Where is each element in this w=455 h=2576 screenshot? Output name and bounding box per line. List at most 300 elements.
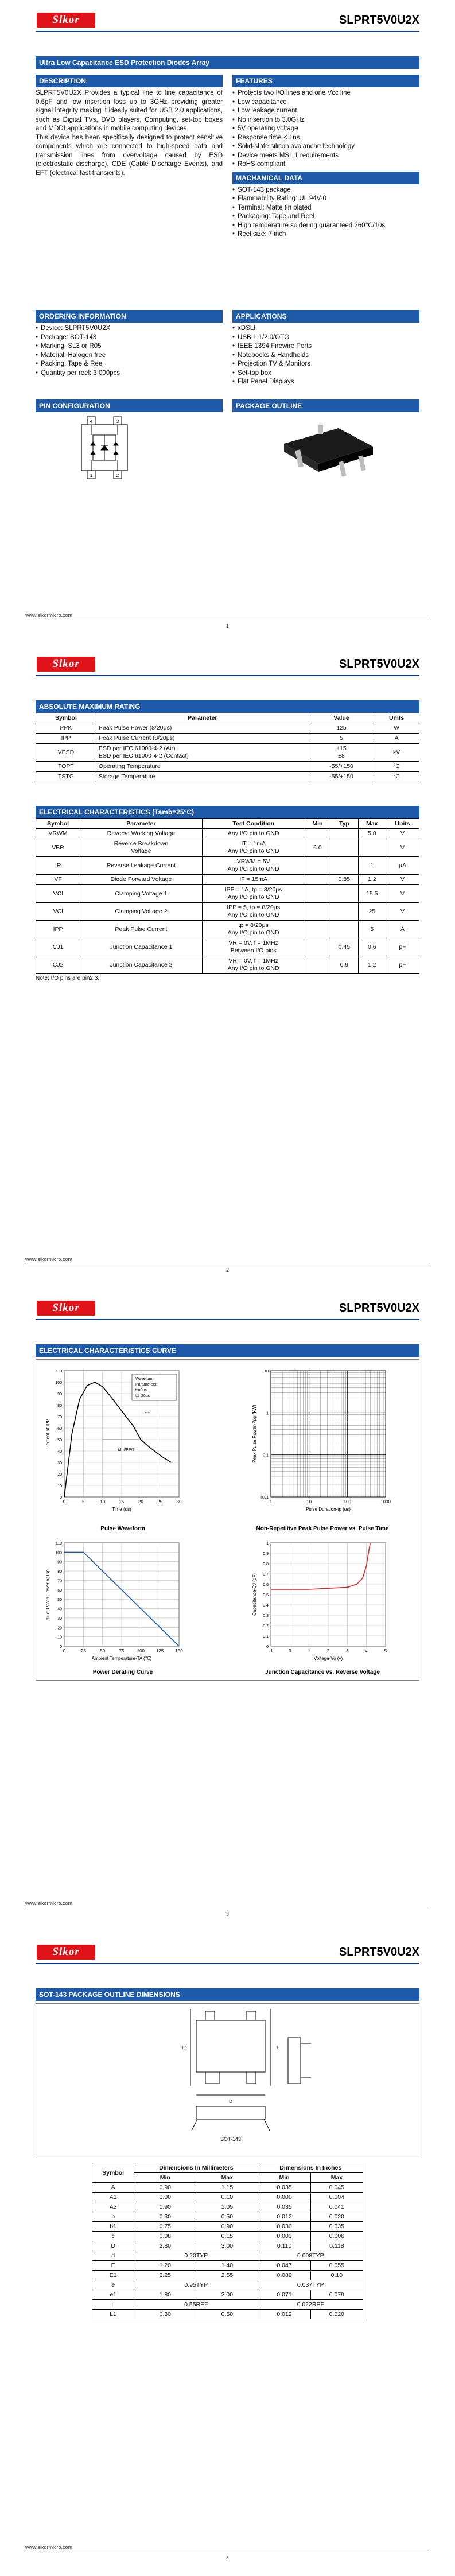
c3-caption: Power Derating Curve [92, 1669, 153, 1675]
table-cell: 2.55 [196, 2271, 258, 2280]
table-cell: V [386, 829, 419, 839]
curves-heading: ELECTRICAL CHARACTERISTICS CURVE [36, 1344, 419, 1357]
table-note: Note: I/O pins are pin2,3. [36, 975, 100, 981]
table-cell: 0.045 [310, 2183, 363, 2193]
dim-row [92, 2222, 363, 2232]
dim-row [92, 2251, 363, 2261]
pin-label-1: 1 [90, 473, 93, 478]
table-cell: A2 [92, 2202, 134, 2212]
dim-row [92, 2183, 363, 2193]
table-cell: CJ1 [36, 938, 80, 956]
abs-max-section [36, 700, 419, 782]
ordering-list [36, 324, 223, 378]
table-cell: 0.85 [330, 875, 358, 885]
table-cell: 0.055 [310, 2261, 363, 2271]
table-cell: 0.012 [258, 2212, 310, 2222]
x-tick-label: 5 [82, 1499, 85, 1504]
package-outline-section [232, 399, 419, 488]
elec-header-cell: Min [305, 819, 330, 829]
description-paragraph-2: This device has been specifically designed to protect sensitive components which are connected to high-speed data and transmission lines from overvoltage caused by ESD (electrostatic discharge), CDE (Cable Discharge Events), and EFT (electrical fast transients). [36, 134, 223, 177]
table-cell: CJ2 [36, 956, 80, 974]
application-item: • IEEE 1394 Firewire Ports [232, 342, 419, 351]
table-cell: 15.5 [358, 885, 386, 903]
x-axis-label: Time (us) [112, 1507, 131, 1512]
elec-header-cell: Parameter [80, 819, 203, 829]
table-cell: IF = 15mA [202, 875, 305, 885]
table-cell: 0.30 [134, 2310, 196, 2319]
y-tick-label: 70 [57, 1415, 62, 1419]
page-number: 3 [225, 1911, 229, 1917]
y-tick-label: 0.7 [263, 1573, 269, 1577]
table-cell: 0.047 [258, 2261, 310, 2271]
y-axis-label: Peak Pulse Power-Ppp (kW) [252, 1405, 257, 1463]
brand-logo: Slkor [37, 1945, 95, 1960]
features-list [232, 89, 419, 169]
package-outline-heading: PACKAGE OUTLINE [232, 399, 419, 412]
y-tick-label: 100 [55, 1551, 62, 1555]
dim-row [92, 2310, 363, 2319]
header-rule [36, 675, 419, 676]
table-cell: 1 [358, 857, 386, 875]
table-cell: V [386, 839, 419, 857]
table-cell: Peak Pulse Power (8/20μs) [96, 723, 309, 734]
part-number-title: SLPRT5V0U2X [339, 14, 419, 26]
table-cell: Junction Capacitance 1 [80, 938, 203, 956]
table-cell: A1 [92, 2193, 134, 2202]
table-cell: D [92, 2241, 134, 2251]
table-cell: TOPT [36, 762, 96, 772]
table-cell: Storage Temperature [96, 772, 309, 782]
table-cell [305, 885, 330, 903]
ordering-item: • Package: SOT-143 [36, 333, 223, 343]
table-cell: VRWM [36, 829, 80, 839]
table-cell: e [92, 2280, 134, 2290]
table-cell: IPP = 1A, tp = 8/20μs Any I/O pin to GND [202, 885, 305, 903]
elec-header-cell: Test Condition [202, 819, 305, 829]
abs-row [36, 723, 419, 734]
outline-section [36, 1988, 419, 2001]
table-cell: 0.90 [134, 2183, 196, 2193]
x-tick-label: 1 [308, 1648, 310, 1654]
table-cell: -55/+150 [309, 762, 374, 772]
table-cell: 1.05 [196, 2202, 258, 2212]
x-tick-label: 75 [119, 1648, 125, 1654]
table-cell: 0.022REF [258, 2300, 363, 2310]
characteristic-curves [36, 1359, 419, 1681]
applications-list [232, 324, 419, 387]
elec-header-cell: Max [358, 819, 386, 829]
table-cell: W [374, 723, 419, 734]
dim-row [92, 2241, 363, 2251]
dim-row [92, 2193, 363, 2202]
dimensions-table [92, 2163, 363, 2319]
table-cell: ±15 ±8 [309, 744, 374, 762]
page-3 [0, 1288, 455, 1932]
table-cell: kV [374, 744, 419, 762]
mechanical-list [232, 186, 419, 239]
abs-row [36, 734, 419, 744]
electrical-heading: ELECTRICAL CHARACTERISTICS (Tamb=25°C) [36, 806, 419, 818]
table-cell: 2.00 [196, 2290, 258, 2300]
features-heading: FEATURES [232, 75, 419, 87]
curves-section [36, 1344, 419, 1357]
table-cell: °C [374, 762, 419, 772]
y-tick-label: 60 [57, 1588, 62, 1593]
table-cell: 0.035 [258, 2202, 310, 2212]
ordering-heading: ORDERING INFORMATION [36, 310, 223, 323]
y-tick-label: 0.8 [263, 1562, 269, 1566]
table-cell: 0.041 [310, 2202, 363, 2212]
y-tick-label: 0.5 [263, 1593, 269, 1597]
y-axis-label: Percent of IPP [45, 1419, 50, 1449]
x-tick-label: 50 [100, 1648, 106, 1654]
description-section [36, 75, 223, 178]
table-cell [358, 839, 386, 857]
table-cell [305, 956, 330, 974]
feature-item: • Low leakage current [232, 107, 419, 116]
y-tick-label: 0.9 [263, 1552, 269, 1556]
feature-item: • Low capacitance [232, 98, 419, 107]
mechanical-item: • Packaging: Tape and Reel [232, 212, 419, 222]
y-tick-label: 0.6 [263, 1583, 269, 1587]
table-cell [330, 885, 358, 903]
table-cell: TSTG [36, 772, 96, 782]
table-cell: 5.0 [358, 829, 386, 839]
y-tick-label: 60 [57, 1427, 62, 1431]
table-cell: 0.10 [196, 2193, 258, 2202]
y-tick-label: 1 [266, 1542, 269, 1546]
table-cell: 0.071 [258, 2290, 310, 2300]
pin-label-4: 4 [90, 419, 93, 424]
table-cell: tp = 8/20μs Any I/O pin to GND [202, 921, 305, 938]
elec-row [36, 938, 419, 956]
table-cell: 0.079 [310, 2290, 363, 2300]
legend-entry: td=20us [135, 1394, 150, 1398]
abs-header-cell: Parameter [96, 713, 309, 723]
y-tick-label: 0.1 [263, 1453, 269, 1458]
table-cell: V [386, 885, 419, 903]
table-cell [305, 921, 330, 938]
mechanical-heading: MACHANICAL DATA [232, 172, 419, 184]
dim-row [92, 2212, 363, 2222]
dim-row [92, 2202, 363, 2212]
table-cell: 0.004 [310, 2193, 363, 2202]
footer-url[interactable]: www.slkormicro.com [25, 612, 73, 618]
table-cell: 0.089 [258, 2271, 310, 2280]
x-tick-label: 25 [157, 1499, 163, 1504]
table-cell: b1 [92, 2222, 134, 2232]
mechanical-item: • Terminal: Matte tin plated [232, 204, 419, 213]
elec-row [36, 829, 419, 839]
x-tick-label: 100 [137, 1648, 145, 1654]
x-tick-label: 10 [306, 1499, 312, 1504]
application-item: • USB 1.1/2.0/OTG [232, 333, 419, 343]
page-2 [0, 644, 455, 1288]
x-tick-label: -1 [269, 1648, 273, 1654]
y-tick-label: 20 [57, 1626, 62, 1631]
application-item: • Set-top box [232, 369, 419, 378]
c1-legend [132, 1374, 177, 1400]
brand-logo: Slkor [37, 1301, 95, 1316]
electrical-table [36, 818, 419, 974]
y-tick-label: 50 [57, 1438, 62, 1442]
pin-config-diagram [36, 412, 223, 481]
table-cell: VRWM = 5V Any I/O pin to GND [202, 857, 305, 875]
y-tick-label: 10 [264, 1370, 269, 1374]
table-cell [305, 875, 330, 885]
features-section [232, 75, 419, 239]
table-cell: 0.035 [258, 2183, 310, 2193]
table-cell: 0.000 [258, 2193, 310, 2202]
header-rule [36, 1963, 419, 1964]
table-cell: V [386, 875, 419, 885]
table-cell: Any I/O pin to GND [202, 829, 305, 839]
mechanical-item: • High temperature soldering guaranteed:260℃/10s [232, 222, 419, 231]
y-tick-label: 90 [57, 1560, 62, 1565]
table-cell: 0.15 [196, 2232, 258, 2241]
table-cell: 0.008TYP [258, 2251, 363, 2261]
y-tick-label: 0 [60, 1496, 62, 1500]
table-cell: 125 [309, 723, 374, 734]
y-tick-label: 10 [57, 1635, 62, 1640]
x-tick-label: 3 [346, 1648, 349, 1654]
elec-header-cell: Symbol [36, 819, 80, 829]
table-cell: pF [386, 938, 419, 956]
applications-section [232, 310, 419, 387]
feature-item: • Device meets MSL 1 requirements [232, 152, 419, 161]
footer-url[interactable]: www.slkormicro.com [25, 1900, 73, 1906]
y-tick-label: 10 [57, 1484, 62, 1488]
y-tick-label: 0.1 [263, 1635, 269, 1639]
abs-row [36, 772, 419, 782]
feature-item: • 5V operating voltage [232, 125, 419, 134]
pin-label-3: 3 [116, 419, 119, 424]
application-item: • xDSLI [232, 324, 419, 333]
table-cell: L [92, 2300, 134, 2310]
c1-caption: Pulse Waveform [100, 1526, 145, 1532]
x-tick-label: 15 [119, 1499, 125, 1504]
table-cell: pF [386, 956, 419, 974]
part-number-title: SLPRT5V0U2X [339, 658, 419, 670]
table-cell: 0.55REF [134, 2300, 258, 2310]
table-cell: 2.80 [134, 2241, 196, 2251]
svg-text:E1: E1 [182, 2045, 188, 2050]
description-paragraph-1: SLPRT5V0U2X Provides a typical line to line capacitance of 0.6pF and low insertion loss up to 3GHz providing greater signal integrity making it ideally suited for USB 2.0 applications, such as Digital TVs, DVD players, Computing, set-top boxes and MDDI applications in mobile computing devices. [36, 90, 223, 132]
table-cell: E1 [92, 2271, 134, 2280]
feature-item: • No insertion to 3.0GHz [232, 116, 419, 125]
x-tick-label: 25 [80, 1648, 86, 1654]
table-cell: 0.037TYP [258, 2280, 363, 2290]
page-1 [0, 0, 455, 644]
mechanical-item: • Flammability Rating: UL 94V-0 [232, 195, 419, 204]
footer-url[interactable]: www.slkormicro.com [25, 2544, 73, 2550]
elec-row [36, 921, 419, 938]
dim-row [92, 2280, 363, 2290]
table-cell: VF [36, 875, 80, 885]
elec-row [36, 875, 419, 885]
plot-area [271, 1371, 386, 1497]
table-cell: 0.20TYP [134, 2251, 258, 2261]
y-tick-label: 110 [55, 1370, 62, 1374]
y-axis-label: % of Rated Power or Ipp [45, 1569, 50, 1620]
pin-config-section [36, 399, 223, 483]
table-cell: 0.90 [134, 2202, 196, 2212]
feature-item: • Protects two I/O lines and one Vcc line [232, 89, 419, 98]
table-cell: ESD per IEC 61000-4-2 (Air) ESD per IEC 61000-4-2 (Contact) [96, 744, 309, 762]
ordering-item: • Quantity per reel: 3,000pcs [36, 369, 223, 378]
dim-row [92, 2271, 363, 2280]
legend-entry: Parameters: [135, 1383, 158, 1387]
table-cell: 0.45 [330, 938, 358, 956]
table-cell: -55/+150 [309, 772, 374, 782]
table-cell: 1.40 [196, 2261, 258, 2271]
ordering-item: • Device: SLPRT5V0U2X [36, 324, 223, 333]
y-tick-label: 80 [57, 1404, 62, 1408]
y-tick-label: 0 [266, 1645, 269, 1649]
dim-row [92, 2232, 363, 2241]
dim-header-mm: Dimensions In Millimeters [134, 2163, 258, 2173]
table-cell: VESD [36, 744, 96, 762]
header-rule [36, 1319, 419, 1320]
page-number: 4 [225, 2555, 229, 2561]
x-tick-label: 150 [175, 1648, 183, 1654]
applications-heading: APPLICATIONS [232, 310, 419, 323]
y-tick-label: 70 [57, 1579, 62, 1584]
table-cell: °C [374, 772, 419, 782]
table-cell: 0.035 [310, 2222, 363, 2232]
mechanical-item: • SOT-143 package [232, 186, 419, 195]
pin-label-2: 2 [116, 473, 119, 478]
table-cell: IPP [36, 734, 96, 744]
part-number-title: SLPRT5V0U2X [339, 1946, 419, 1958]
table-cell: 0.030 [258, 2222, 310, 2232]
table-cell [330, 903, 358, 921]
y-tick-label: 0.2 [263, 1624, 269, 1628]
table-cell: A [92, 2183, 134, 2193]
table-cell: E [92, 2261, 134, 2271]
legend-entry: tr=8us [135, 1388, 147, 1392]
page-number: 2 [225, 1267, 229, 1273]
description-heading: DESCRIPTION [36, 75, 223, 87]
y-tick-label: 110 [55, 1542, 62, 1546]
power-derating-chart [45, 1542, 183, 1661]
table-cell: 5 [358, 921, 386, 938]
table-cell: 0.95TYP [134, 2280, 258, 2290]
x-tick-label: 5 [384, 1648, 387, 1654]
table-cell: Clamping Voltage 1 [80, 885, 203, 903]
table-cell: Peak Pulse Current [80, 921, 203, 938]
feature-item: • Response time < 1ns [232, 134, 419, 143]
table-cell: A [374, 734, 419, 744]
dim-subheader-cell: Max [196, 2173, 258, 2183]
y-tick-label: 40 [57, 1450, 62, 1454]
table-cell [305, 903, 330, 921]
table-cell: PPK [36, 723, 96, 734]
table-cell: 0.110 [258, 2241, 310, 2251]
x-tick-label: 30 [176, 1499, 182, 1504]
elec-row [36, 956, 419, 974]
dim-header-symbol: Symbol [92, 2163, 134, 2183]
table-cell: 25 [358, 903, 386, 921]
application-item: • Notebooks & Handhelds [232, 351, 419, 360]
y-tick-label: 20 [57, 1473, 62, 1477]
electrical-section [36, 806, 419, 981]
y-tick-label: 1 [266, 1411, 269, 1416]
table-cell: 1.15 [196, 2183, 258, 2193]
table-cell: 1.20 [134, 2261, 196, 2271]
ordering-item: • Material: Halogen free [36, 351, 223, 360]
table-cell: 2.25 [134, 2271, 196, 2280]
table-cell: b [92, 2212, 134, 2222]
footer-url[interactable]: www.slkormicro.com [25, 1256, 73, 1262]
brand-logo: Slkor [37, 657, 95, 672]
y-tick-label: 30 [57, 1616, 62, 1621]
elec-row [36, 857, 419, 875]
drawing-label: SOT-143 [220, 2136, 242, 2142]
y-tick-label: 100 [55, 1381, 62, 1385]
application-item: • Projection TV & Monitors [232, 360, 419, 369]
abs-header-cell: Units [374, 713, 419, 723]
product-subtitle: Ultra Low Capacitance ESD Protection Diodes Array [36, 56, 419, 69]
table-cell: 0.9 [330, 956, 358, 974]
junction-capacitance-chart [252, 1542, 387, 1661]
x-tick-label: 100 [343, 1499, 352, 1504]
table-cell: Operating Temperature [96, 762, 309, 772]
page-number: 1 [225, 623, 229, 629]
table-cell: IPP = 5, tp = 8/20μs Any I/O pin to GND [202, 903, 305, 921]
feature-item: • RoHS compliant [232, 160, 419, 169]
elec-header-cell: Units [386, 819, 419, 829]
dim-row [92, 2261, 363, 2271]
dim-subheader-cell: Max [310, 2173, 363, 2183]
table-cell: 0.6 [358, 938, 386, 956]
x-axis-label: Voltage-Vo (v) [313, 1656, 343, 1661]
table-cell [305, 857, 330, 875]
x-axis-label: Pulse Duration-tp (us) [306, 1507, 351, 1512]
table-cell [330, 839, 358, 857]
table-cell: 0.006 [310, 2232, 363, 2241]
x-tick-label: 2 [326, 1648, 330, 1654]
table-cell: VCl [36, 903, 80, 921]
table-cell: 0.020 [310, 2212, 363, 2222]
table-cell [330, 921, 358, 938]
table-cell: 0.118 [310, 2241, 363, 2251]
abs-max-heading: ABSOLUTE MAXIMUM RATING [36, 700, 419, 713]
y-tick-label: 0.01 [260, 1496, 269, 1500]
header-rule [36, 31, 419, 32]
table-cell: 0.00 [134, 2193, 196, 2202]
table-cell: 3.00 [196, 2241, 258, 2251]
table-cell: Junction Capacitance 2 [80, 956, 203, 974]
table-cell: VCl [36, 885, 80, 903]
x-axis-label: Ambient Temperature-TA (℃) [91, 1656, 152, 1661]
application-item: • Flat Panel Displays [232, 378, 419, 387]
page-4 [0, 1932, 455, 2576]
abs-row [36, 762, 419, 772]
outline-heading: SOT-143 PACKAGE OUTLINE DIMENSIONS [36, 1988, 419, 2001]
table-cell: IR [36, 857, 80, 875]
table-cell: IPP [36, 921, 80, 938]
y-axis-label: Capacitance-CJ (pF) [252, 1573, 257, 1616]
y-tick-label: 30 [57, 1461, 62, 1465]
table-cell: 0.020 [310, 2310, 363, 2319]
table-cell: d [92, 2251, 134, 2261]
table-cell: 1.2 [358, 956, 386, 974]
table-cell [305, 938, 330, 956]
ordering-section [36, 310, 223, 378]
table-cell: 1.80 [134, 2290, 196, 2300]
pulse-waveform-chart [45, 1370, 182, 1512]
